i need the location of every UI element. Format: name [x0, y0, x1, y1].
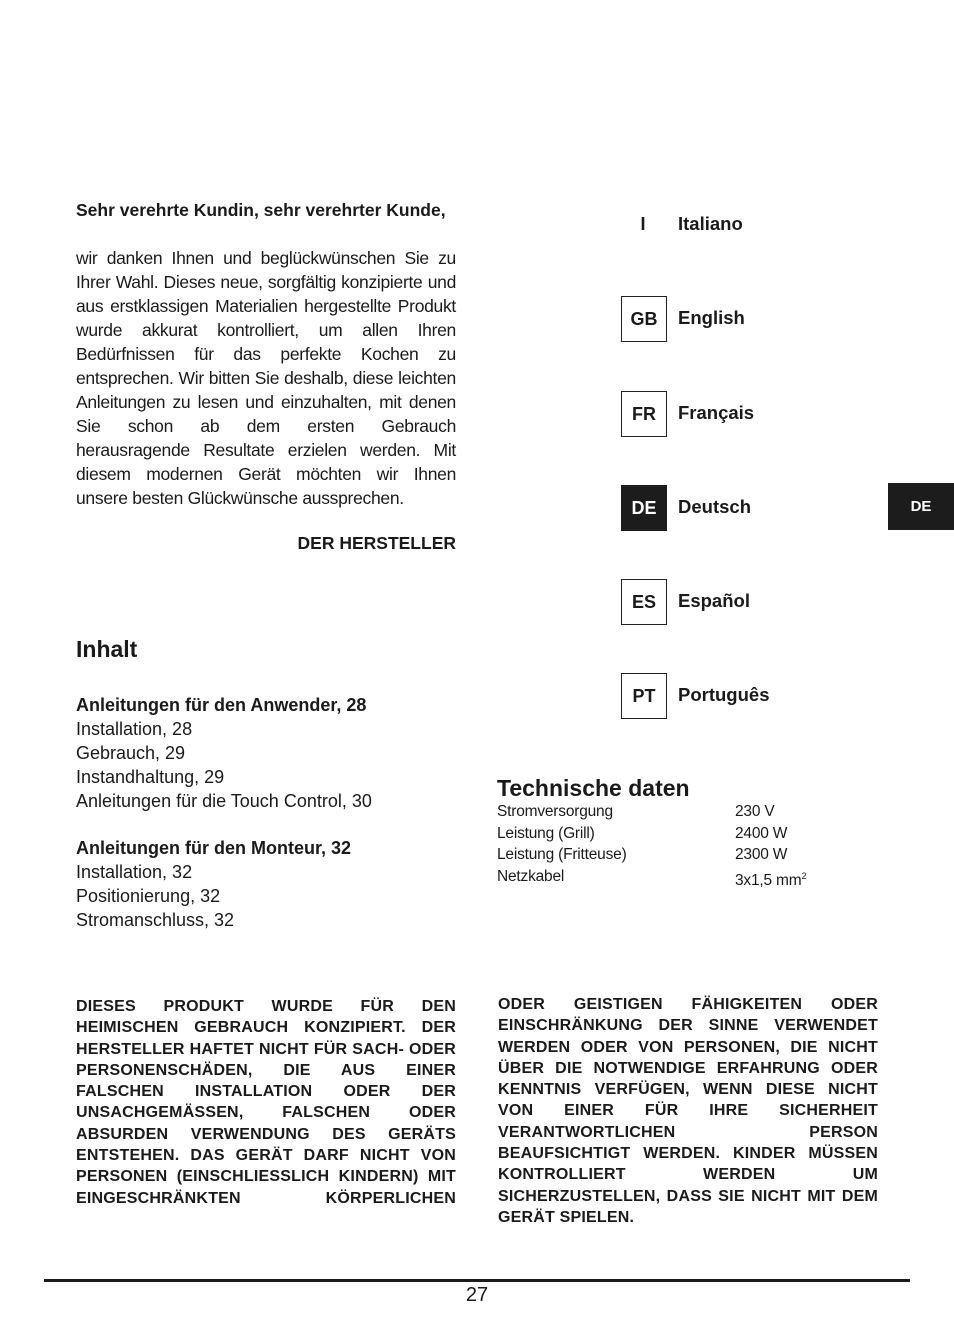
language-name: Português — [678, 684, 770, 705]
language-code: FR — [621, 391, 667, 437]
tech-label: Leistung (Fritteuse) — [497, 846, 627, 864]
tech-value — [735, 866, 806, 892]
toc-group-user — [76, 693, 496, 813]
greeting-body: wir danken Ihnen und beglückwünschen Sie zu Ihrer Wahl. Dieses neue, sorgfältig konzipierte und aus erstklassigen Materialien hergestellte Produkt wurde akkurat kontrolliert, um allen Ihren Bedürfnissen für das perfekte Kochen zu entsprechen. Wir bitten Sie deshalb, diese leichten Anleitungen zu lesen und einzuhalten, mit denen Sie schon ab dem ersten Gebrauch herausragende Resultate erzielen werden. Mit diesem modernen Gerät möchten wir Ihnen unsere besten Glückwünsche aussprechen. — [76, 248, 456, 508]
language-name: English — [678, 307, 745, 328]
toc-item[interactable]: Installation, 28 — [76, 719, 193, 739]
toc-item[interactable]: Stromanschluss, 32 — [76, 910, 235, 930]
tech-title: Technische daten — [497, 775, 690, 801]
language-code: DE — [621, 485, 667, 531]
tech-row — [497, 801, 877, 823]
manufacturer-signature: DER HERSTELLER — [297, 533, 456, 553]
language-item-es[interactable] — [621, 579, 881, 625]
language-item-pt[interactable] — [621, 673, 881, 719]
footer-divider — [44, 1279, 910, 1282]
toc-group-installer — [76, 836, 496, 932]
page-number: 27 — [465, 1284, 489, 1306]
toc-title: Inhalt — [76, 636, 138, 662]
side-language-tab[interactable]: DE — [888, 483, 954, 530]
safety-warning-left: DIESES PRODUKT WURDE FÜR DEN HEIMISCHEN GEBRAUCH KONZIPIERT. DER HERSTELLER HAFTET NICHT FÜR SACH- ODER PERSONENSCHÄDEN, DIE AUS EINER FALSCHEN INSTALLATION ODER DER UNSACHGEMÄSSEN, FALSCHEN ODER ABSURDEN VERWENDUNG DES GERÄTS ENTSTEHEN. DAS GERÄT DARF NICHT VON PERSONEN (EINSCHLIESSLICH KINDERN) MIT EINGESCHRÄNKTEN KÖRPERLICHEN — [76, 998, 456, 1207]
toc-item[interactable]: Instandhaltung, 29 — [76, 767, 225, 787]
tech-value-text: 3x1,5 mm — [735, 872, 802, 890]
language-code: GB — [621, 296, 667, 342]
language-item-gb[interactable] — [621, 296, 881, 342]
tech-value: 2400 W — [735, 824, 788, 842]
tech-label: Leistung (Grill) — [497, 824, 595, 842]
tech-label: Netzkabel — [497, 868, 565, 886]
toc-item[interactable]: Installation, 32 — [76, 862, 193, 882]
language-name: Deutsch — [678, 496, 751, 517]
tech-row — [497, 844, 877, 866]
language-code: I — [640, 214, 646, 234]
toc-group-title: Anleitungen für den Monteur, 32 — [76, 838, 352, 858]
language-item-fr[interactable] — [621, 391, 881, 437]
language-name: Español — [678, 590, 750, 611]
toc-group-title: Anleitungen für den Anwender, 28 — [76, 695, 367, 715]
tech-value: 2300 W — [735, 846, 788, 864]
tech-value-superscript: 2 — [801, 871, 807, 882]
language-code: ES — [621, 579, 667, 625]
toc-item[interactable]: Gebrauch, 29 — [76, 743, 186, 763]
tech-row — [497, 866, 877, 888]
greeting-salutation: Sehr verehrte Kundin, sehr verehrter Kunde, — [76, 200, 446, 220]
safety-warning-right: ODER GEISTIGEN FÄHIGKEITEN ODER EINSCHRÄNKUNG DER SINNE VERWENDET WERDEN ODER VON PERSONEN, DIE NICHT ÜBER DIE NOTWENDIGE ERFAHRUNG ODER KENNTNIS VERFÜGEN, WENN DIESE NICHT VON EINER FÜR IHRE SICHERHEIT VERANTWORTLICHEN PERSON BEAUFSICHTIGT WERDEN. KINDER MÜSSEN KONTROLLIERT WERDEN UM SICHERZUSTELLEN, DASS SIE NICHT MIT DEM GERÄT SPIELEN. — [498, 996, 878, 1226]
toc-item[interactable]: Positionierung, 32 — [76, 886, 221, 906]
language-item-de[interactable] — [621, 485, 881, 531]
toc-item[interactable]: Anleitungen für die Touch Control, 30 — [76, 791, 372, 811]
language-name: Français — [678, 402, 755, 423]
language-code: PT — [621, 673, 667, 719]
tech-value: 230 V — [735, 803, 775, 820]
tech-label: Stromversorgung — [497, 803, 613, 820]
language-item-it[interactable] — [621, 202, 881, 248]
tech-table — [497, 801, 877, 888]
tech-row — [497, 823, 877, 845]
language-name: Italiano — [678, 213, 743, 234]
